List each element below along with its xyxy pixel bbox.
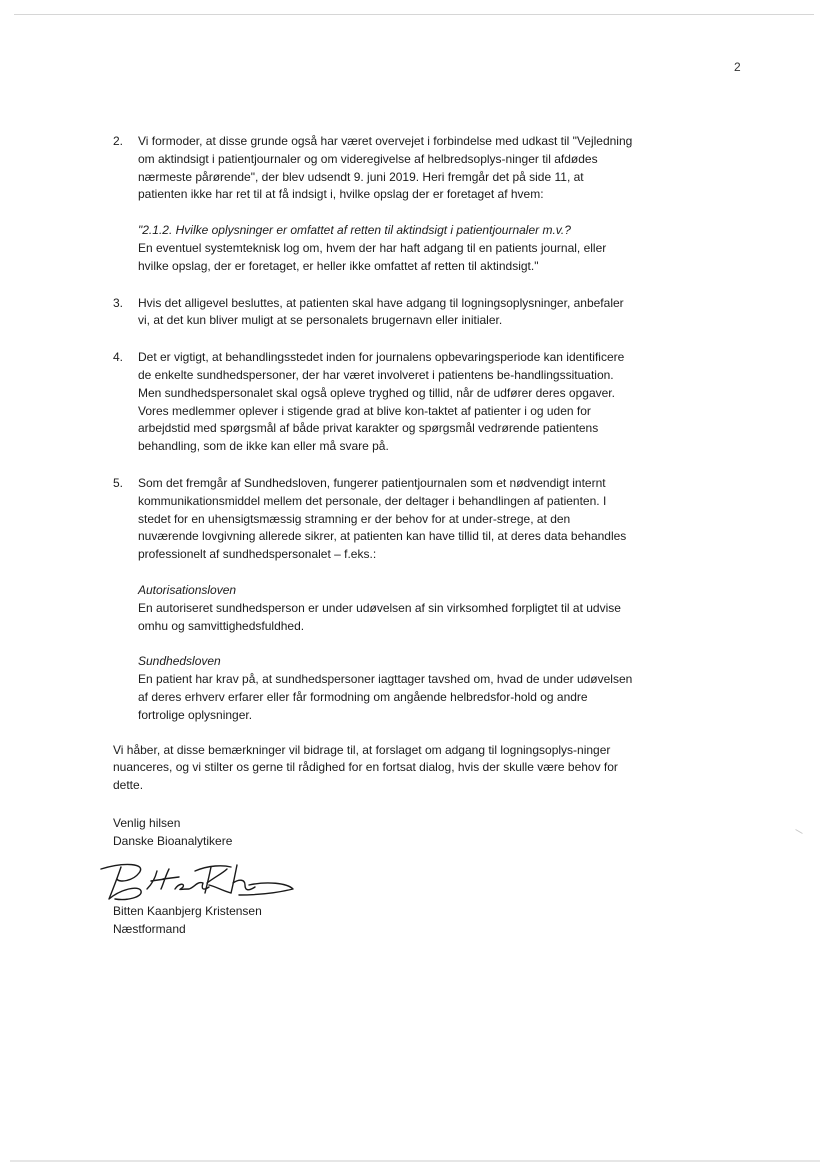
closing-paragraph: Vi håber, at disse bemærkninger vil bidrage til, at forslaget om adgang til logningsoplys-ninger nuanceres, og vi stilter os gerne til rådighed for en fortsat dialog, hvis der skulle være behov for dette. [113,742,618,793]
page-bottom-edge [10,1160,820,1162]
list-item-text: Som det fremgår af Sundhedsloven, fungerer patientjournalen som et nødvendigt internt kommunikationsmiddel mellem det personale, der deltager i behandlingen af patienten. I stedet for en uhensigtsmæssig stramning er der behov for at under-strege, at den nuværende lovgivning allerede sikrer, at patienten kan have tillid til, at deres data behandles professionelt af sundhedspersonalet – f.eks.: [138,475,627,562]
list-item-text: Hvis det alligevel besluttes, at patienten skal have adgang til logningsoplysninger, anbefaler vi, at det kun bliver muligt at se personalets brugernavn eller initialer. [138,295,624,328]
list-item-5 [113,475,633,725]
greeting: Venlig hilsen [113,815,181,830]
list-item-number: 5. [113,475,124,490]
list-item-text: Vi formoder, at disse grunde også har været overvejet i forbindelse med udkast til "Vejledning om aktindsigt i patientjournaler og om videregivelse af helbredsoplys-ninger til afdødes nærmeste pårørende", der blev udsendt 9. juni 2019. Heri fremgår det på side 11, at patienten ikke har ret til at få indsigt i, hvilke opslag der er foretaget af hvem: [138,134,633,202]
list-item-3 [113,295,633,331]
quote-body: En eventuel systemteknisk log om, hvem der har haft adgang til en patients journal, eller hvilke opslag, der er foretaget, er heller ikke omfattet af retten til aktindsigt." [138,240,607,273]
list-item-number: 3. [113,295,124,310]
letter-body [113,133,633,936]
page-top-rule [14,14,814,15]
law-text: En patient har krav på, at sundhedspersoner iagttager tavshed om, hvad de under udøvelsen af deres erhverv erfarer eller får formodning om angående helbredsfor-hold og andre fortrolige oplysninger. [138,672,633,722]
law-title: Sundhedsloven [138,654,221,669]
list-item-2 [113,133,633,276]
quoted-guideline [138,222,633,275]
handwritten-signature [99,859,299,909]
law-title: Autorisationsloven [138,582,237,597]
margin-mark [795,829,802,834]
law-text: En autoriseret sundhedsperson er under udøvelsen af sin virksomhed forpligtet til at udvise omhu og samvittighedsfuldhed. [138,600,621,633]
page-number: 2 [734,60,741,74]
list-item-number: 2. [113,134,124,148]
list-item-text: Det er vigtigt, at behandlingsstedet inden for journalens opbevaringsperiode kan identificere de enkelte sundhedspersoner, der har været involveret i patientens be-handlingssituation. Men sundhedspersonalet skal også opleve tryghed og tillid, når de udfører deres opgaver. Vores medlemmer oplever i stigende grad at blive kon-taktet af patienter i og uden for arbejdstid med spørgsmål af både privat karakter og spørgsmål vedrørende patientens behandling, som de ikke kan eller må svare på. [138,350,625,454]
organization-name: Danske Bioanalytikere [113,833,233,848]
signer-title: Næstformand [113,921,186,936]
list-item-4 [113,349,633,456]
signer-name: Bitten Kaanbjerg Kristensen [113,903,262,918]
quote-heading: "2.1.2. Hvilke oplysninger er omfattet af retten til aktindsigt i patientjournaler m.v.? [138,223,571,238]
list-item-number: 4. [113,350,124,365]
signature-block [113,865,633,936]
